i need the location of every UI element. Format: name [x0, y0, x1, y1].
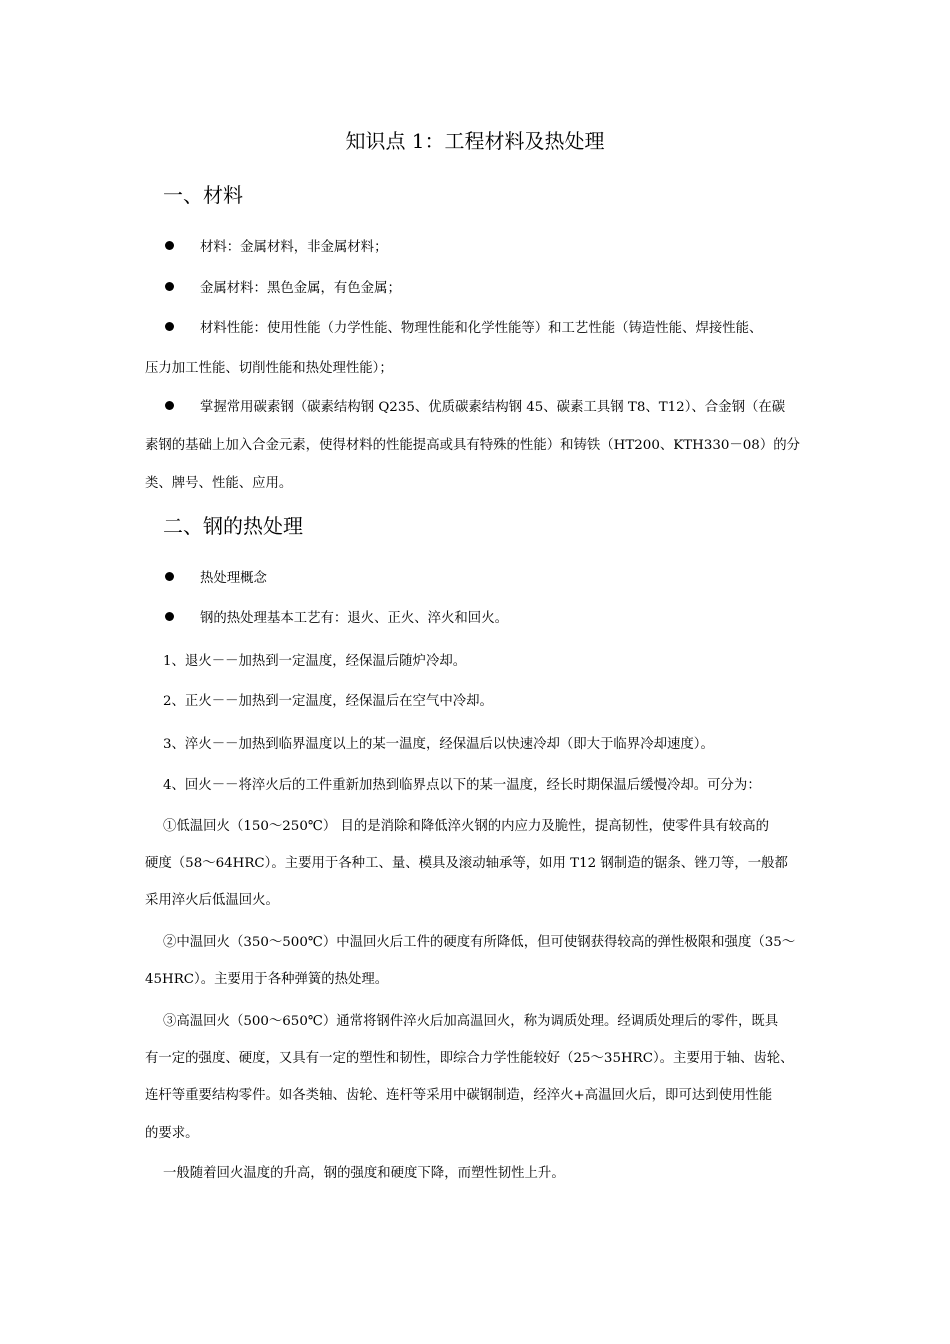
paragraph-line: 采用淬火后低温回火。: [145, 893, 279, 908]
paragraph-line: 有一定的强度、硬度，又具有一定的塑性和韧性，即综合力学性能较好（25～35HRC）。主要用于轴、齿轮、: [145, 1051, 794, 1066]
paragraph-line: ①低温回火（150～250℃） 目的是消除和降低淬火钢的内应力及脆性，提高韧性，使零件具有较高的: [163, 819, 769, 834]
section-heading-materials: 一、材料: [163, 183, 243, 207]
paragraph-line: 1、退火－－加热到一定温度，经保温后随炉冷却。: [163, 654, 467, 669]
bullet-item: [145, 609, 815, 629]
bullet-icon: [165, 282, 174, 291]
bullet-item: [145, 319, 815, 339]
bullet-icon: [165, 612, 174, 621]
paragraph-line: 的要求。: [145, 1126, 199, 1141]
bullet-item: [145, 569, 815, 589]
paragraph-line: 4、回火－－将淬火后的工件重新加热到临界点以下的某一温度，经长时期保温后缓慢冷却。可分为：: [163, 778, 761, 793]
paragraph-line: 压力加工性能、切削性能和热处理性能）；: [145, 361, 393, 376]
paragraph-line: 类、牌号、性能、应用。: [145, 476, 293, 491]
paragraph-line: 2、正火－－加热到一定温度，经保温后在空气中冷却。: [163, 694, 493, 709]
page-title: 知识点 1：工程材料及热处理: [345, 129, 605, 153]
paragraph-line: ③高温回火（500～650℃）通常将钢件淬火后加高温回火，称为调质处理。经调质处理后的零件，既具: [163, 1014, 779, 1029]
bullet-text: 热处理概念: [200, 571, 267, 586]
bullet-text: 材料性能：使用性能（力学性能、物理性能和化学性能等）和工艺性能（铸造性能、焊接性能、: [200, 321, 763, 336]
bullet-text: 材料：金属材料，非金属材料；: [200, 240, 388, 255]
bullet-item: [145, 398, 815, 418]
bullet-icon: [165, 322, 174, 331]
section-heading-heat-treatment: 二、钢的热处理: [163, 514, 303, 538]
bullet-item: [145, 279, 815, 299]
paragraph-line: 45HRC）。主要用于各种弹簧的热处理。: [145, 972, 389, 987]
paragraph-line: 一般随着回火温度的升高，钢的强度和硬度下降，而塑性韧性上升。: [163, 1166, 565, 1181]
bullet-text: 钢的热处理基本工艺有：退火、正火、淬火和回火。: [200, 611, 508, 626]
bullet-item: [145, 238, 815, 258]
bullet-text: 掌握常用碳素钢（碳素结构钢 Q235、优质碳素结构钢 45、碳素工具钢 T8、T12）、合金钢（在碳: [200, 400, 786, 415]
paragraph-line: ②中温回火（350～500℃）中温回火后工件的硬度有所降低，但可使钢获得较高的弹性极限和强度（35～: [163, 935, 796, 950]
bullet-text: 金属材料：黑色金属，有色金属；: [200, 281, 401, 296]
paragraph-line: 连杆等重要结构零件。如各类轴、齿轮、连杆等采用中碳钢制造，经淬火+高温回火后，即可达到使用性能: [145, 1088, 773, 1103]
bullet-icon: [165, 401, 174, 410]
paragraph-line: 硬度（58～64HRC）。主要用于各种工、量、模具及滚动轴承等，如用 T12 钢制造的锯条、锉刀等，一般都: [145, 856, 788, 871]
bullet-icon: [165, 241, 174, 250]
bullet-icon: [165, 572, 174, 581]
paragraph-line: 素钢的基础上加入合金元素，使得材料的性能提高或具有特殊的性能）和铸铁（HT200、KTH330－08）的分: [145, 438, 800, 453]
paragraph-line: 3、淬火－－加热到临界温度以上的某一温度，经保温后以快速冷却（即大于临界冷却速度）。: [163, 737, 714, 752]
